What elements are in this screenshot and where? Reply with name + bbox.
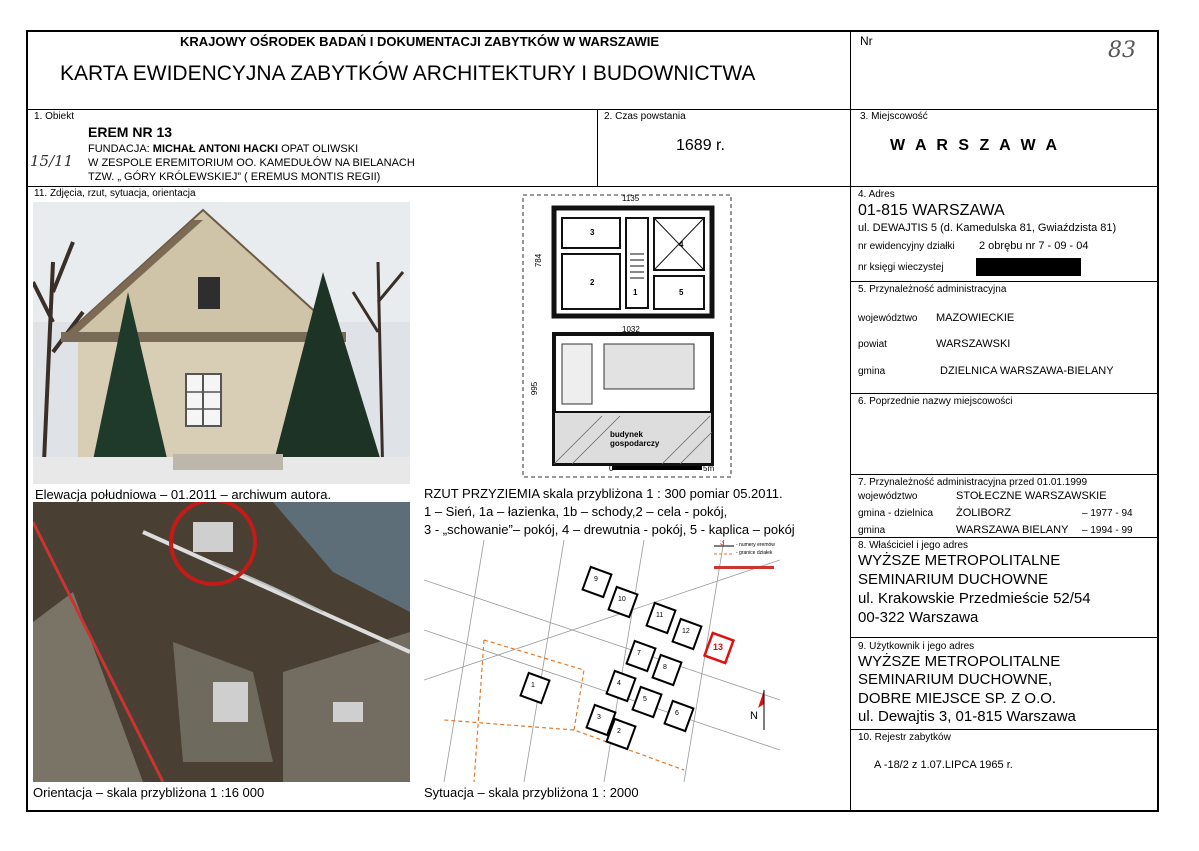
czas-value: 1689 r. <box>676 137 725 154</box>
situation-label-7: 7 <box>637 650 641 657</box>
admin-gmina-value: DZIELNICA WARSZAWA-BIELANY <box>940 365 1114 377</box>
miejscowosc-label: 3. Miejscowość <box>860 111 928 122</box>
admin-gmina-label: gmina <box>858 366 886 377</box>
situation-label-4: 4 <box>617 680 621 687</box>
obiekt-line1-prefix: FUNDACJA: <box>88 143 153 155</box>
plan-dim-top: 1135 <box>622 194 640 203</box>
admin-powiat-value: WARSZAWSKI <box>936 338 1011 350</box>
adres-street: ul. DEWAJTIS 5 (d. Kamedulska 81, Gwiaździsta 81) <box>858 222 1117 234</box>
admin-before-gmina-dz-years: – 1977 - 94 <box>1082 508 1133 519</box>
situation-label-11: 11 <box>656 612 664 619</box>
caption-orientation: Orientacja – skala przybliżona 1 :16 000 <box>33 785 265 800</box>
admin-label: 5. Przynależność administracyjna <box>858 284 1007 295</box>
situation-label-5: 5 <box>643 696 647 703</box>
obiekt-line2: W ZESPOLE EREMITORIUM OO. KAMEDUŁÓW NA BIELANACH <box>88 157 415 169</box>
line-under-8 <box>850 637 1159 638</box>
caption-elevation: Elewacja południowa – 01.2011 – archiwum autora. <box>35 487 332 502</box>
admin-before-label: 7. Przynależność administracyjna przed 01.01.1999 <box>858 477 1088 488</box>
plan-dim-side: 784 <box>534 253 544 268</box>
plan-dim-mid: 1032 <box>622 325 640 334</box>
line-under-9 <box>850 729 1159 730</box>
obiekt-line1-suffix: OPAT OLIWSKI <box>278 143 359 155</box>
owner-line3: ul. Krakowskie Przedmieście 52/54 <box>858 590 1091 607</box>
aerial-map-illustration <box>33 502 410 782</box>
situation-label-6: 6 <box>675 710 679 717</box>
user-line3: DOBRE MIEJSCE SP. Z O.O. <box>858 690 1057 707</box>
user-line1: WYŻSZE METROPOLITALNE <box>858 653 1061 670</box>
plan-building-label: budynek gospodarczy <box>610 430 660 448</box>
orientation-map <box>33 502 410 782</box>
nr-label: Nr <box>860 34 873 48</box>
line-under-3 <box>850 186 1159 187</box>
plan-room-3: 3 <box>590 228 595 237</box>
owner-line4: 00-322 Warszawa <box>858 609 979 626</box>
row1-bottom-line <box>26 186 850 187</box>
adres-city: 01-815 WARSZAWA <box>858 202 1005 219</box>
situation-map <box>424 540 780 782</box>
admin-before-woj-label: województwo <box>858 491 918 502</box>
situation-label-13: 13 <box>713 642 724 652</box>
zdjecia-label: 11. Zdjęcia, rzut, sytuacja, orientacja <box>34 188 196 199</box>
owner-line2: SEMINARIUM DUCHOWNE <box>858 571 1048 588</box>
czas-label: 2. Czas powstania <box>604 111 686 122</box>
adres-plot-value: 2 obrębu nr 7 - 09 - 04 <box>979 240 1089 252</box>
admin-before-gmina-value: WARSZAWA BIELANY <box>956 524 1069 536</box>
elevation-photo <box>33 202 410 484</box>
plan-room-5: 5 <box>679 288 684 297</box>
situation-label-12: 12 <box>682 628 690 635</box>
situation-plan-drawing <box>424 540 780 782</box>
right-column-divider <box>850 186 851 812</box>
obiekt-line1-bold: MICHAŁ ANTONI HACKI <box>152 143 279 155</box>
situation-label-1: 1 <box>531 682 535 689</box>
situation-label-2: 2 <box>617 728 621 735</box>
plan-room-1: 1 <box>633 288 638 297</box>
redacted-book-number <box>976 258 1081 276</box>
obiekt-handwritten-note: 15/11 <box>30 152 74 170</box>
situation-legend-2: - granice działek <box>736 550 773 556</box>
rejestr-value: A -18/2 z 1.07.LIPCA 1965 r. <box>874 759 1013 771</box>
owner-label: 8. Właściciel i jego adres <box>858 540 969 551</box>
admin-powiat-label: powiat <box>858 339 887 350</box>
plan-scale-5: 5m <box>703 464 715 473</box>
prev-names-label: 6. Poprzednie nazwy miejscowości <box>858 396 1013 407</box>
row1-divider-b <box>850 109 851 187</box>
line-under-6 <box>850 474 1159 475</box>
adres-label: 4. Adres <box>858 189 895 200</box>
line-under-4 <box>850 281 1159 282</box>
floor-plan <box>522 194 732 478</box>
admin-before-gmina-dz-label: gmina - dzielnica <box>858 508 934 519</box>
obiekt-line3: TZW. „ GÓRY KRÓLEWSKIEJ” ( EREMUS MONTIS REGII) <box>88 171 381 183</box>
admin-woj-label: województwo <box>858 313 918 324</box>
owner-line1: WYŻSZE METROPOLITALNE <box>858 552 1061 569</box>
caption-plan-3: 3 - „schowanie”– pokój, 4 – drewutnia - pokój, 5 - kaplica – pokój <box>424 522 795 537</box>
user-line2: SEMINARIUM DUCHOWNE, <box>858 671 1053 688</box>
adres-book-label: nr księgi wieczystej <box>858 262 944 273</box>
rejestr-label: 10. Rejestr zabytków <box>858 732 951 743</box>
obiekt-line1 <box>88 143 358 155</box>
admin-before-gmina-label: gmina <box>858 525 886 536</box>
line-under-5 <box>850 393 1159 394</box>
admin-woj-value: MAZOWIECKIE <box>936 312 1015 324</box>
situation-legend-1: - numery eremów <box>736 542 775 548</box>
nr-value-handwritten: 83 <box>1108 38 1136 63</box>
plan-dim-left: 995 <box>530 381 540 396</box>
user-line4: ul. Dewajtis 3, 01-815 Warszawa <box>858 708 1076 725</box>
header-divider <box>850 30 851 110</box>
plan-room-2: 2 <box>590 278 595 287</box>
situation-label-x: x <box>434 760 438 767</box>
institution-title: KRAJOWY OŚRODEK BADAŃ I DOKUMENTACJI ZABYTKÓW W WARSZAWIE <box>180 34 660 49</box>
line-under-7 <box>850 537 1159 538</box>
caption-plan-2: 1 – Sień, 1a – łazienka, 1b – schody,2 – cela - pokój, <box>424 504 728 519</box>
user-label: 9. Użytkownik i jego adres <box>858 641 975 652</box>
admin-before-woj-value: STOŁECZNE WARSZAWSKIE <box>956 490 1107 502</box>
obiekt-label: 1. Obiekt <box>34 111 75 122</box>
miejscowosc-value: W A R S Z A W A <box>890 137 1061 154</box>
obiekt-name: EREM NR 13 <box>88 124 173 140</box>
row1-divider-a <box>597 109 598 187</box>
header-bottom-line <box>26 109 1159 110</box>
card-title: KARTA EWIDENCYJNA ZABYTKÓW ARCHITEKTURY I BUDOWNICTWA <box>60 62 756 85</box>
situation-label-3: 3 <box>597 714 601 721</box>
situation-label-8: 8 <box>663 664 667 671</box>
situation-label-9: 9 <box>594 576 598 583</box>
adres-plot-label: nr ewidencyjny działki <box>858 241 955 252</box>
admin-before-gmina-dz-value: ŻOLIBORZ <box>956 507 1012 519</box>
situation-north: N <box>750 710 758 722</box>
house-illustration <box>33 202 410 484</box>
plan-room-4: 4 <box>679 240 684 249</box>
plan-scale-0: 0 <box>609 464 614 473</box>
admin-before-gmina-years: – 1994 - 99 <box>1082 525 1133 536</box>
caption-situation: Sytuacja – skala przybliżona 1 : 2000 <box>424 785 639 800</box>
caption-plan-1: RZUT PRZYZIEMIA skala przybliżona 1 : 300 pomiar 05.2011. <box>424 486 783 501</box>
situation-label-10: 10 <box>618 596 626 603</box>
situation-legend-num: 3 <box>720 540 725 547</box>
